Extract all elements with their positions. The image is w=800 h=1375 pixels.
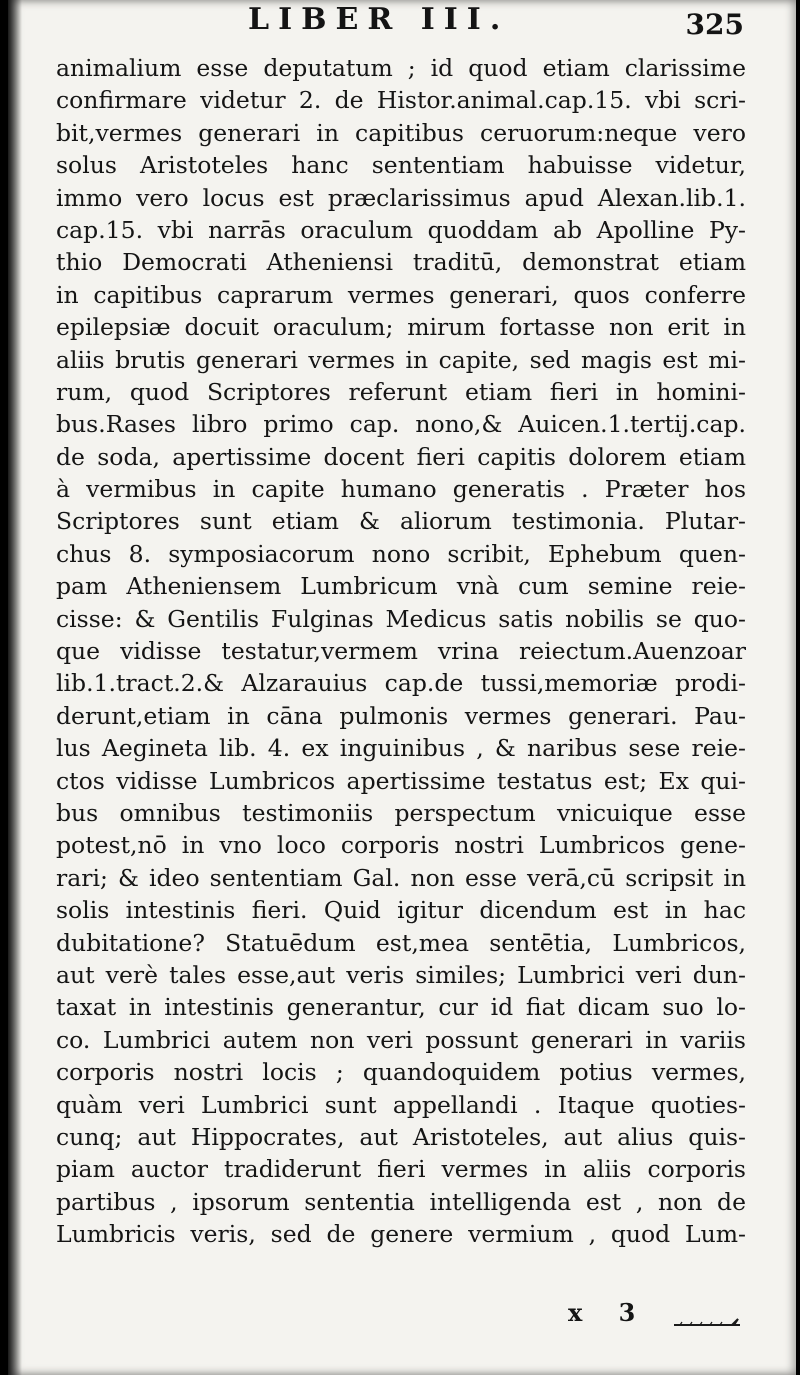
- text-line: co. Lumbrici autem non veri possunt generari in variis: [56, 1025, 746, 1054]
- text-line: immo vero locus est præclarissimus apud Alexan.lib.1.: [56, 183, 746, 212]
- text-line: potest,nō in vno loco corporis nostri Lumbricos gene-: [56, 831, 746, 860]
- text-line: aut verè tales esse,aut veris similes; Lumbrici veri dun-: [56, 960, 746, 989]
- flourish-ornament: [672, 1316, 742, 1328]
- text-line: piam auctor tradiderunt fieri vermes in aliis corporis: [56, 1155, 746, 1184]
- text-line: ctos vidisse Lumbricos apertissime testatus est; Ex qui-: [56, 766, 746, 795]
- text-line: rari; & ideo sententiam Gal. non esse verā,cū scripsit in: [56, 863, 746, 892]
- text-line: aliis brutis generari vermes in capite, sed magis est mi-: [56, 345, 746, 374]
- text-line: in capitibus caprarum vermes generari, quos conferre: [56, 280, 746, 309]
- text-line: quàm veri Lumbrici sunt appellandi . Itaque quoties-: [56, 1090, 746, 1119]
- text-line: bit,vermes generari in capitibus ceruorum:neque vero: [56, 118, 746, 147]
- text-line: de soda, apertissime docent fieri capitis dolorem etiam: [56, 442, 746, 471]
- text-line: animalium esse deputatum ; id quod etiam clarissime: [56, 54, 746, 82]
- text-line: Lumbricis veris, sed de genere vermium , quod Lum-: [56, 1220, 746, 1249]
- text-line: lib.1.tract.2.& Alzarauius cap.de tussi,memoriæ prodi-: [56, 669, 746, 698]
- text-line: confirmare videtur 2. de Histor.animal.cap.15. vbi scri-: [56, 86, 746, 115]
- text-line: solis intestinis fieri. Quid igitur dicendum est in hac: [56, 896, 746, 925]
- text-line: dubitatione? Statuēdum est,mea sentētia, Lumbricos,: [56, 928, 746, 957]
- page-number: 325: [685, 8, 744, 41]
- page-footer: [8, 1298, 796, 1338]
- gutter-shadow: [8, 0, 22, 1375]
- text-line: taxat in intestinis generantur, cur id fiat dicam suo lo-: [56, 993, 746, 1022]
- text-line: corporis nostri locis ; quandoquidem potius vermes,: [56, 1058, 746, 1087]
- text-line: cap.15. vbi narrās oraculum quoddam ab Apolline Py-: [56, 215, 746, 244]
- text-line: cunq; aut Hippocrates, aut Aristoteles, aut alius quis-: [56, 1122, 746, 1151]
- text-line: solus Aristoteles hanc sententiam habuisse videtur,: [56, 151, 746, 180]
- text-line: epilepsiæ docuit oraculum; mirum fortasse non erit in: [56, 313, 746, 342]
- text-line: partibus , ipsorum sententia intelligenda est , non de: [56, 1187, 746, 1216]
- text-line: bus omnibus testimoniis perspectum vnicuique esse: [56, 798, 746, 827]
- text-line: lus Aegineta lib. 4. ex inguinibus , & naribus sese reie-: [56, 734, 746, 763]
- text-line: chus 8. symposiacorum nono scribit, Ephebum quen-: [56, 539, 746, 568]
- page-header: [8, 2, 796, 50]
- text-line: derunt,etiam in cāna pulmonis vermes generari. Pau-: [56, 701, 746, 730]
- text-line: à vermibus in capite humano generatis . Præter hos: [56, 475, 746, 504]
- signature-mark: x 3: [568, 1298, 650, 1327]
- body-text: [56, 52, 746, 1250]
- text-line: bus.Rases libro primo cap. nono,& Auicen.1.tertij.cap.: [56, 410, 746, 439]
- text-line: que vidisse testatur,vermem vrina reiectum.Auenzoar: [56, 637, 746, 666]
- text-line: cisse: & Gentilis Fulginas Medicus satis nobilis se quo-: [56, 604, 746, 633]
- book-page: [8, 0, 796, 1375]
- text-line: rum, quod Scriptores referunt etiam fieri in homini-: [56, 377, 746, 406]
- text-line: pam Atheniensem Lumbricum vnà cum semine reie-: [56, 572, 746, 601]
- text-line: thio Democrati Atheniensi traditū, demonstrat etiam: [56, 248, 746, 277]
- running-head: LIBER III.: [248, 2, 510, 37]
- text-line: Scriptores sunt etiam & aliorum testimonia. Plutar-: [56, 507, 746, 536]
